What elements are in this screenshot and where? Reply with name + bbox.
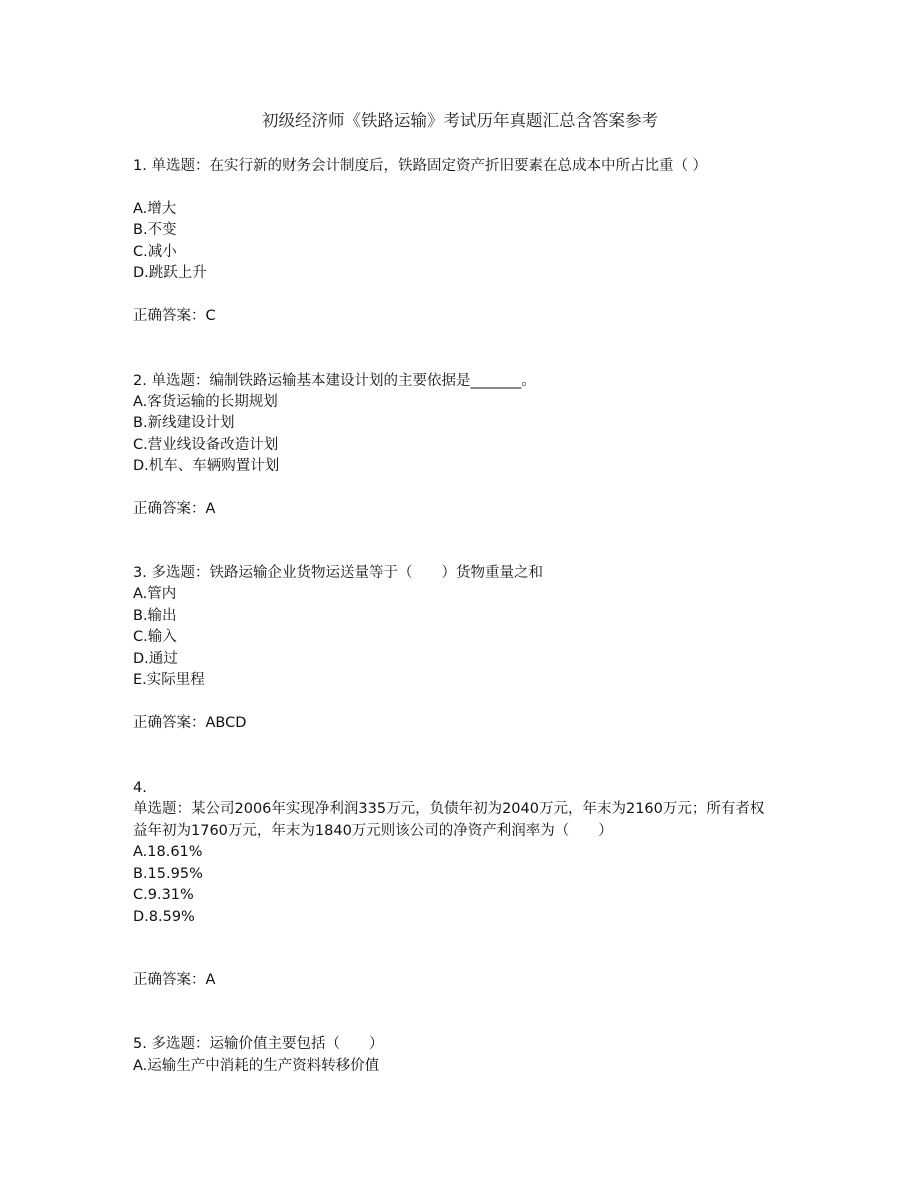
document-title: 初级经济师《铁路运输》考试历年真题汇总含答案参考 (262, 111, 658, 130)
question-1-option-b: B.不变 (133, 222, 177, 238)
question-1-option-a: A.增大 (133, 201, 177, 217)
question-3-option-e: E.实际里程 (133, 672, 205, 688)
question-4-option-c: C.9.31% (133, 887, 194, 903)
question-5-stem: 5. 多选题：运输价值主要包括（ ） (133, 1036, 384, 1052)
question-3-stem: 3. 多选题：铁路运输企业货物运送量等于（ ）货物重量之和 (133, 565, 543, 581)
question-4-option-d: D.8.59% (133, 909, 195, 925)
question-3-option-b: B.输出 (133, 608, 177, 624)
question-4-answer: 正确答案：A (133, 972, 216, 988)
question-3-option-c: C.输入 (133, 629, 177, 645)
question-3-option-d: D.通过 (133, 651, 178, 667)
question-2-stem: 2. 单选题：编制铁路运输基本建设计划的主要依据是_______。 (133, 373, 536, 389)
question-1-answer: 正确答案：C (133, 308, 216, 324)
question-3-answer: 正确答案：ABCD (133, 715, 247, 731)
question-2-option-a: A.客货运输的长期规划 (133, 394, 278, 410)
question-3-option-a: A.管内 (133, 586, 177, 602)
question-4-stem: 单选题：某公司2006年实现净利润335万元，负债年初为2040万元，年末为2160万元；所有者权益年初为1760万元，年末为1840万元则该公司的净资产利润率为（ ） (133, 801, 765, 839)
question-2-option-b: B.新线建设计划 (133, 415, 235, 431)
question-1-option-d: D.跳跃上升 (133, 265, 207, 281)
question-2-answer: 正确答案：A (133, 501, 216, 517)
question-2-option-d: D.机车、车辆购置计划 (133, 458, 280, 474)
question-2-option-c: C.营业线设备改造计划 (133, 437, 279, 453)
question-4-option-a: A.18.61% (133, 844, 203, 860)
question-5-option-a: A.运输生产中消耗的生产资料转移价值 (133, 1058, 380, 1074)
question-4-number: 4. (133, 780, 147, 796)
question-1-option-c: C.减小 (133, 244, 177, 260)
question-1-stem: 1. 单选题：在实行新的财务会计制度后，铁路固定资产折旧要素在总成本中所占比重（ ） (133, 158, 708, 174)
question-4-option-b: B.15.95% (133, 866, 203, 882)
